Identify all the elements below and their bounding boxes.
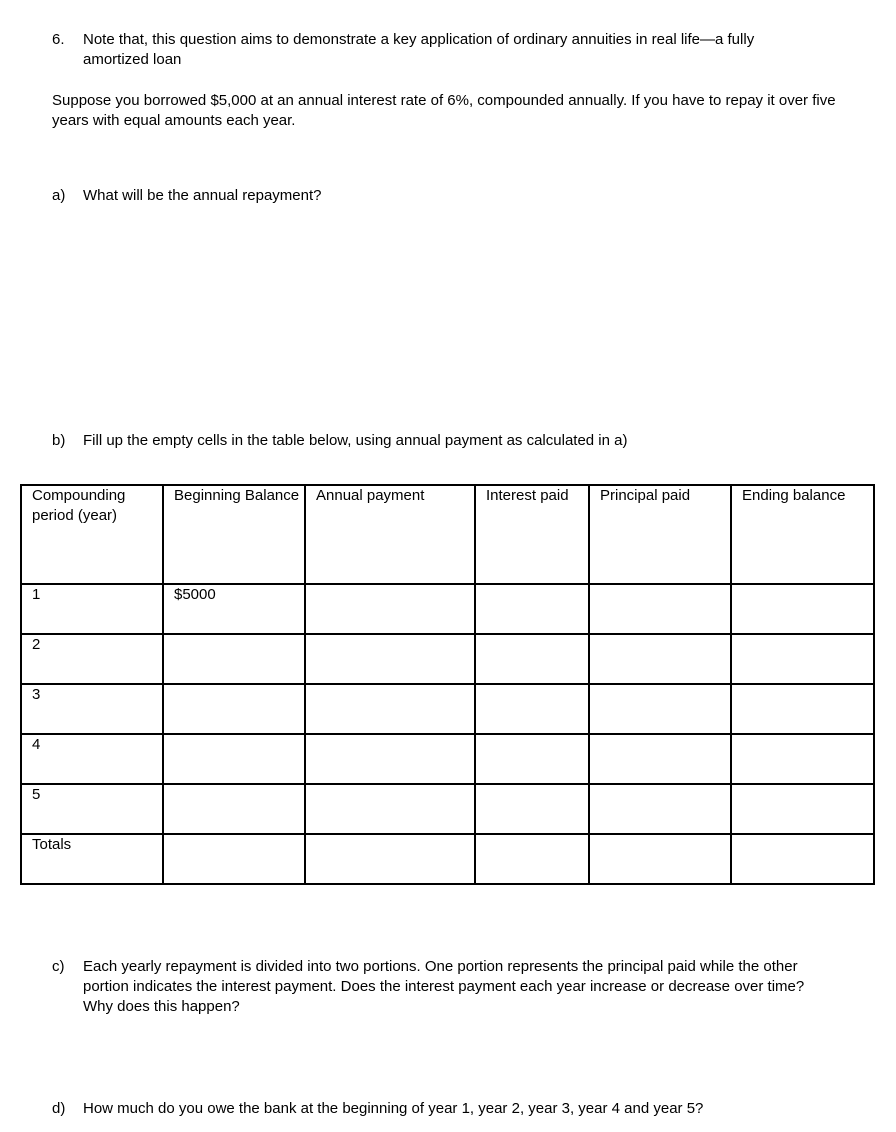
header-label: Annual payment (316, 487, 425, 504)
part-b-text: Fill up the empty cells in the table below, using annual payment as calculated in a) (83, 432, 628, 449)
cell-beginning-balance[interactable] (163, 684, 305, 734)
part-a-text: What will be the annual repayment? (83, 187, 322, 204)
loan-scenario: Suppose you borrowed $5,000 at an annual interest rate of 6%, compounded annually. If you have to repay it over five years with equal amounts each year. (52, 92, 836, 129)
cell-ending-balance[interactable] (731, 784, 874, 834)
part-c-marker: c) (52, 958, 65, 975)
cell-text: 3 (32, 686, 41, 703)
cell-ending-balance[interactable] (731, 734, 874, 784)
cell-ending-balance[interactable] (731, 684, 874, 734)
table-row-totals (21, 834, 874, 884)
cell-text: 4 (32, 736, 41, 753)
part-b-marker: b) (52, 432, 66, 449)
table-row (21, 784, 874, 834)
cell-annual-payment[interactable] (305, 584, 475, 634)
header-label: Interest paid (486, 487, 569, 504)
cell-ending-balance[interactable] (731, 834, 874, 884)
cell-annual-payment[interactable] (305, 684, 475, 734)
header-label: Principal paid (600, 487, 691, 504)
header-interest-paid (475, 485, 589, 584)
cell-text: $5000 (174, 586, 216, 603)
cell-principal-paid[interactable] (589, 584, 731, 634)
cell-annual-payment[interactable] (305, 834, 475, 884)
cell-ending-balance[interactable] (731, 634, 874, 684)
cell-beginning-balance[interactable] (163, 734, 305, 784)
cell-annual-payment[interactable] (305, 734, 475, 784)
cell-beginning-balance[interactable] (163, 784, 305, 834)
cell-principal-paid[interactable] (589, 634, 731, 684)
cell-period (21, 784, 163, 834)
cell-period (21, 584, 163, 634)
cell-interest-paid[interactable] (475, 734, 589, 784)
cell-principal-paid[interactable] (589, 684, 731, 734)
header-label: Compounding period (year) (32, 487, 126, 524)
cell-annual-payment[interactable] (305, 784, 475, 834)
cell-interest-paid[interactable] (475, 584, 589, 634)
cell-text: Totals (32, 836, 72, 853)
header-compounding-period (21, 485, 163, 584)
cell-principal-paid[interactable] (589, 784, 731, 834)
part-d-marker: d) (52, 1100, 66, 1117)
part-c (52, 957, 822, 1017)
cell-ending-balance[interactable] (731, 584, 874, 634)
cell-period (21, 684, 163, 734)
header-ending-balance (731, 485, 874, 584)
cell-period (21, 634, 163, 684)
header-principal-paid (589, 485, 731, 584)
cell-interest-paid[interactable] (475, 634, 589, 684)
part-b (52, 431, 822, 451)
table-header-row (21, 485, 874, 584)
cell-annual-payment[interactable] (305, 634, 475, 684)
header-annual-payment (305, 485, 475, 584)
cell-text: 5 (32, 786, 41, 803)
part-d-text: How much do you owe the bank at the beginning of year 1, year 2, year 3, year 4 and year 5? (83, 1100, 704, 1117)
cell-beginning-balance[interactable] (163, 634, 305, 684)
question-number: 6. (52, 31, 65, 48)
cell-text: 1 (32, 586, 41, 603)
part-a-marker: a) (52, 187, 66, 204)
question-6 (52, 30, 822, 70)
header-label: Ending balance (742, 487, 846, 504)
cell-principal-paid[interactable] (589, 734, 731, 784)
part-c-text: Each yearly repayment is divided into two portions. One portion represents the principal paid while the other portion indicates the interest payment. Does the interest payment each year increase or decrease over time? Why does this happen? (83, 958, 805, 1015)
part-d (52, 1099, 842, 1119)
table-row (21, 684, 874, 734)
part-a (52, 186, 822, 206)
cell-period (21, 734, 163, 784)
amortization-table (20, 484, 875, 885)
table-row (21, 634, 874, 684)
table-row (21, 734, 874, 784)
cell-beginning-balance[interactable] (163, 834, 305, 884)
cell-interest-paid[interactable] (475, 784, 589, 834)
cell-principal-paid[interactable] (589, 834, 731, 884)
cell-text: 2 (32, 636, 41, 653)
question-6-text: Note that, this question aims to demonstrate a key application of ordinary annuities in real life—a fully amortized loan (83, 31, 755, 68)
header-label: Beginning Balance (174, 487, 300, 504)
header-beginning-balance (163, 485, 305, 584)
table-row (21, 584, 874, 634)
cell-interest-paid[interactable] (475, 684, 589, 734)
cell-beginning-balance[interactable] (163, 584, 305, 634)
cell-period (21, 834, 163, 884)
cell-interest-paid[interactable] (475, 834, 589, 884)
